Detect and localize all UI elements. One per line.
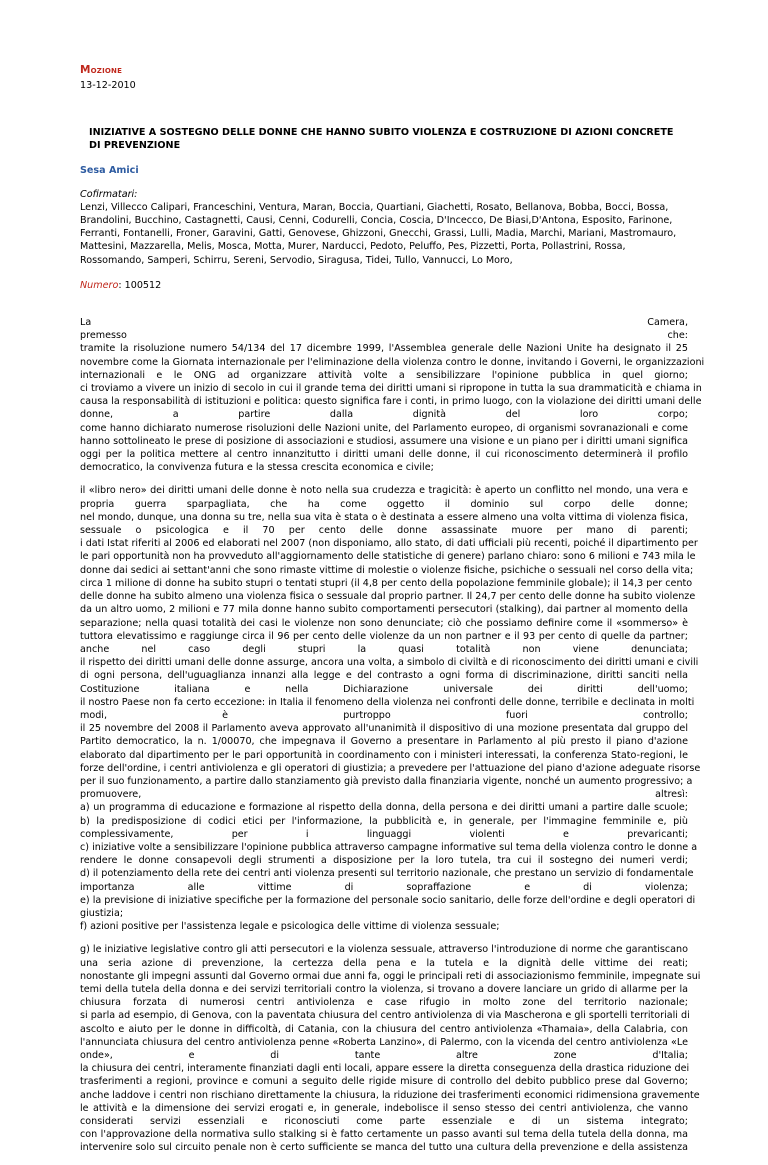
body-line: tramite la risoluzione numero 54/134 del 17 dicembre 1999, l'Assemblea generale delle Nazioni Unite ha designato il 25 xyxy=(80,343,688,355)
body-line: novembre come la Giornata internazionale per l'eliminazione della violenza contro le donne, invitando i Governi, le organizzazioni xyxy=(80,356,705,368)
body-line: democratico, la convivenza futura e la stessa crescita economica e civile; xyxy=(80,462,434,474)
body-line: il «libro nero» dei diritti umani delle donne è noto nella sua crudezza e tragicità: è aperto un conflitto nel mondo, una vera e xyxy=(80,485,688,497)
body-line: nel mondo, dunque, una donna su tre, nella sua vita è stata o è destinata a essere almeno una volta vittima di violenza fisica, xyxy=(80,511,688,523)
body-line: c) iniziative volte a sensibilizzare l'opinione pubblica attraverso campagne informative sul tema della violenza contro le donne a xyxy=(80,841,698,853)
body-line: a) un programma di educazione e formazione al rispetto della donna, della persona e dei diritti umani a partire dalle scuole; xyxy=(80,802,688,814)
body-line: forze dell'ordine, i centri antiviolenza e gli operatori di giustizia; a prevedere per l'attuazione del piano d'azione adeguate risorse xyxy=(80,762,701,774)
body-line: il rispetto dei diritti umani delle donne assurge, ancora una volta, a simbolo di civiltà e di riconoscimento dei diritti umani e civili xyxy=(80,657,699,669)
document-number xyxy=(80,279,688,292)
document-title: INIZIATIVE A SOSTEGNO DELLE DONNE CHE HANNO SUBITO VIOLENZA E COSTRUZIONE DI AZIONI CONCRETE DI PREVENZIONE xyxy=(89,127,674,152)
body-line: elaborato dal dipartimento per le pari opportunità in coordinamento con i ministeri interessati, la conferenza Stato-regioni, le xyxy=(80,749,688,761)
document-date: 13-12-2010 xyxy=(80,80,136,92)
body-line: rendere le donne consapevoli degli strumenti a disposizione per la loro tutela, tra cui il sostegno dei numeri verdi; xyxy=(80,855,688,867)
body-paragraph xyxy=(80,484,701,933)
body-paragraph xyxy=(80,943,701,1154)
body-line: le pari opportunità non ha provveduto all'aggiornamento delle statistiche di genere) parlano chiaro: sono 6 milioni e 743 mila le xyxy=(80,551,696,563)
numero-value: : 100512 xyxy=(118,279,162,291)
body-line: sessuale o psicologica e il 70 per cento delle donne assassinate muore per mano di parenti; xyxy=(80,525,688,537)
body-line: e) la previsione di iniziative specifiche per la formazione del personale socio sanitario, delle forze dell'ordine e degli operatori di xyxy=(80,894,696,906)
body-line: nonostante gli impegni assunti dal Governo ormai due anni fa, oggi le principali reti di associazionismo femminile, impegnate sui xyxy=(80,970,701,982)
body-line: i dati Istat riferiti al 2006 ed elaborati nel 2007 (non disponiamo, allo stato, di dati ufficiali più recenti, poiché il dipartimento per xyxy=(80,538,698,550)
body-line: delle donne ha subito almeno una violenza fisica o sessuale dal proprio partner. Il 24,7 per cento delle donne ha subito violenze xyxy=(80,591,696,603)
body-line: giustizia; xyxy=(80,907,124,919)
document-type-label: Mozione xyxy=(80,64,123,76)
body-line: f) azioni positive per l'assistenza legale e psicologica delle vittime di violenza sessuale; xyxy=(80,921,500,933)
body-line: b) la predisposizione di codici etici per l'informazione, la pubblicità e, in generale, per l'immagine femminile e, più xyxy=(80,815,688,827)
body-line: Costituzione italiana e nella Dichiarazione universale dei diritti dell'uomo; xyxy=(80,683,688,695)
document-page xyxy=(80,64,705,1165)
cofirmatari-list: Lenzi, Villecco Calipari, Franceschini, Ventura, Maran, Boccia, Quartiani, Giachetti, Rosato, Bellanova, Bobba, Bocci, Bossa, Brandolini, Bucchino, Castagnetti, Causi, Cenni, Codurelli, Concia, Coscia, D'Incecco, De Biasi,D'Antona, Esposito, Farinone, Ferranti, Fontanelli, Froner, Garavini, Gatti, Genovese, Ghizzoni, Gnecchi, Grassi, Lulli, Madia, Marchi, Mariani, Mastromauro, Mattesini, Mazzarella, Melis, Mosca, Motta, Murer, Narducci, Pedoto, Peluffo, Pes, Pizzetti, Porta, Pollastrini, Rossa, Rossomando, Samperi, Schirru, Sereni, Servodio, Siragusa, Tidei, Tullo, Vannucci, Lo Moro, xyxy=(80,201,677,266)
body-line: importanza alle vittime di sopraffazione e di violenza; xyxy=(80,881,688,893)
body-line: il 25 novembre del 2008 il Parlamento aveva approvato all'unanimità il dispositivo di una mozione presentata dal gruppo del xyxy=(80,723,688,735)
body-line: Partito democratico, la n. 1/00070, che impegnava il Governo a presentare in Parlamento al più presto il piano d'azione xyxy=(80,736,688,748)
body-line: una seria azione di prevenzione, la certezza della pena e la tutela e la dignità delle vittime dei reati; xyxy=(80,957,688,969)
body-line: trasferimenti a regioni, province e comuni a seguito delle rigide misure di controllo del debito pubblico prese dal Governo; xyxy=(80,1076,688,1088)
body-line: chiusura forzata di numerosi centri antiviolenza e case rifugio in molto zone del territorio nazionale; xyxy=(80,997,688,1009)
body-line: circa 1 milione di donne ha subito stupri o tentati stupri (il 4,8 per cento della popolazione femminile globale); il 14,3 per cento xyxy=(80,577,693,589)
body-line: donne, a partire dalla dignità del loro corpo; xyxy=(80,409,688,421)
body-line: intervenire solo sul circuito penale non è certo sufficiente se manca del tutto una cultura della prevenzione e della assistenza xyxy=(80,1142,688,1154)
body-line: si parla ad esempio, di Genova, con la paventata chiusura del centro antiviolenza di via Mascherona e gli sportelli territoriali di xyxy=(80,1010,690,1022)
author-name[interactable]: Sesa Amici xyxy=(80,165,139,177)
body-line: donne dai sedici ai settant'anni che sono rimaste vittime di molestie o violenze fisiche, psichiche o sessuali nel corso della vita; xyxy=(80,564,694,576)
body-line: causa la responsabilità di istituzioni e politica: questo significa fare i conti, in primo luogo, con la violazione dei diritti umani delle xyxy=(80,396,702,408)
body-line: oggi per la politica mettere al centro innanzitutto i diritti umani delle donne, il cui riconoscimento determinerà il profilo xyxy=(80,449,688,461)
body-line: per il suo funzionamento, a partire dallo stanziamento già previsto dalla finanziaria vigente, nonché un aumento progressivo; a xyxy=(80,775,693,787)
body-line: promuovere, altresì: xyxy=(80,789,688,801)
body-line: da un altro uomo, 2 milioni e 77 mila donne hanno subito comportamenti persecutori (stalking), dai partner al momento della xyxy=(80,604,688,616)
body-line: premesso che: xyxy=(80,330,688,342)
body-line: le attività e la dimensione dei servizi erogati e, in generale, indebolisce il senso stesso dei centri antiviolenza, che vanno xyxy=(80,1102,688,1114)
body-line: la chiusura dei centri, interamente finanziati dagli enti locali, appare essere la diretta conseguenza della drastica riduzione dei xyxy=(80,1063,690,1075)
body-line: internazionali e le ONG ad organizzare attività volte a sensibilizzare l'opinione pubblica in quel giorno; xyxy=(80,369,688,381)
motion-body xyxy=(80,316,705,1155)
cofirmatari-label: Cofirmatari: xyxy=(80,188,138,200)
body-line: temi della tutela della donna e dei servizi territoriali contro la violenza, si trovano a dovere lanciare un grido di allarme per la xyxy=(80,983,688,995)
body-line: considerati servizi essenziali e riconosciuti come parte essenziale e di un sistema integrato; xyxy=(80,1116,688,1128)
body-line: d) il potenziamento della rete dei centri anti violenza presenti sul territorio nazionale, che prestano un servizio di fondamentale xyxy=(80,868,694,880)
body-line: onde», e di tante altre zone d'Italia; xyxy=(80,1050,688,1061)
body-line: anche nel caso degli stupri la quasi totalità non viene denunciata; xyxy=(80,643,688,655)
body-line: separazione; nella quasi totalità dei casi le violenze non sono denunciate; ciò che possiamo definire come il «sommerso» è xyxy=(80,617,688,629)
body-line: hanno sottolineato le prese di posizione di associazioni e studiosi, assumere una visione e un piano per i diritti umani significa xyxy=(80,435,688,447)
body-line: ascolto e aiuto per le donne in difficoltà, di Catania, con la chiusura del centro antiviolenza «Thamaia», della Calabria, con xyxy=(80,1023,688,1035)
body-line: La Camera, xyxy=(80,317,688,329)
body-line: come hanno dichiarato numerose risoluzioni delle Nazioni unite, del Parlamento europeo, di organismi sovranazionali e come xyxy=(80,422,688,434)
body-line: l'annunciata chiusura del centro antiviolenza penne «Roberta Lanzino», di Palermo, con la vicenda del centro antiviolenza «Le xyxy=(80,1036,688,1048)
body-line: modi, è purtroppo fuori controllo; xyxy=(80,709,688,721)
body-line: il nostro Paese non fa certo eccezione: in Italia il fenomeno della violenza nei confronti delle donne, terribile e declinata in molti xyxy=(80,696,695,708)
body-line: con l'approvazione della normativa sullo stalking si è fatto certamente un passo avanti sul tema della tutela della donna, ma xyxy=(80,1129,688,1141)
body-line: ci troviamo a vivere un inizio di secolo in cui il grande tema dei diritti umani si ripropone in tutta la sua drammaticità e chiama in xyxy=(80,383,702,395)
body-line: di ogni persona, dell'uguaglianza innanzi alla legge e del contrasto a ogni forma di discriminazione, diritti sanciti nella xyxy=(80,670,688,682)
body-line: anche laddove i centri non rischiano direttamente la chiusura, la riduzione dei trasferimenti economici ridimensiona gravemente xyxy=(80,1089,700,1101)
body-line: tuttora elevatissimo e raggiunge circa il 96 per cento delle violenze da un non partner e il 93 per cento di quelle da partner; xyxy=(80,630,688,642)
body-line: g) le iniziative legislative contro gli atti persecutori e la violenza sessuale, attraverso l'introduzione di norme che garantiscano xyxy=(80,944,688,956)
body-line: propria guerra sparpagliata, che ha come oggetto il dominio sul corpo delle donne; xyxy=(80,498,688,510)
body-line: complessivamente, per i linguaggi violenti e prevaricanti; xyxy=(80,828,688,840)
body-paragraph xyxy=(80,316,705,474)
numero-label: Numero xyxy=(80,279,119,291)
